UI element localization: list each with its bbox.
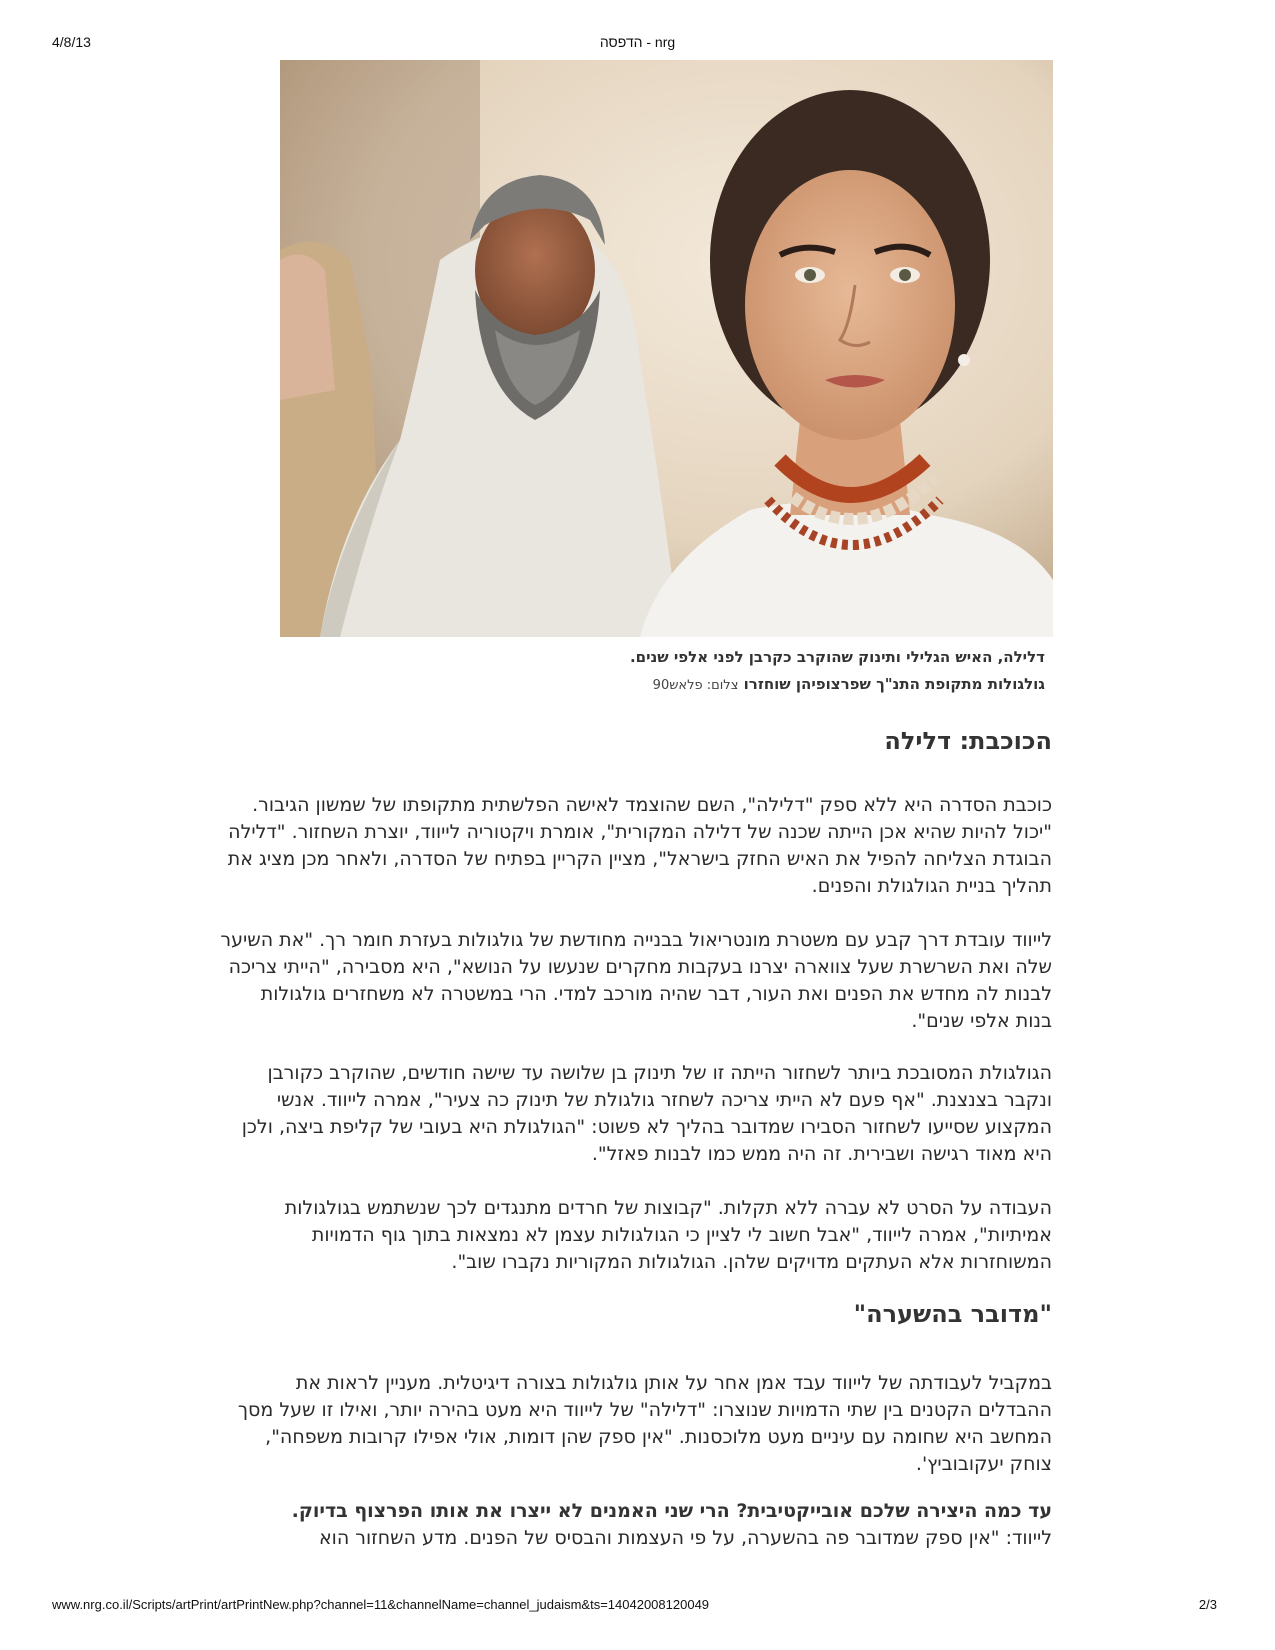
- section-heading-star: הכוכבת: דלילה: [884, 727, 1052, 755]
- photo-caption-text: גולגולות מתקופת התנ"ך שפרצופיהן שוחזרו: [743, 675, 1045, 693]
- print-title: הדפסה - nrg: [599, 34, 676, 50]
- article-paragraph-4: העבודה על הסרט לא עברה ללא תקלות. "קבוצות של חרדים מתנגדים לכך שנשתמש בגולגולות אמיתיות", אמרה לייווד, "אבל חשוב לי לציין כי הגולגולות עצמן לא נמצאות בתוך גוף הדמויות המשוחזרות אלא העתקים מדויקים שלהן. הגולגולות המקוריות נקברו שוב".: [284, 1197, 1052, 1273]
- photo-image-icon: [280, 60, 1053, 637]
- print-footer-url: www.nrg.co.il/Scripts/artPrint/artPrintNew.php?channel=11&channelName=channel_judaism&ts=14042008120049: [52, 1597, 710, 1612]
- article-photo: [280, 60, 1053, 637]
- article-paragraph-3: הגולגולת המסובכת ביותר לשחזור הייתה זו של תינוק בן שלושה עד שישה חודשים, שהוקרב כקורבן ונקבר בצנצנת. "אף פעם לא הייתי צריכה לשחזר גולגולת של תינוק כה צעיר", אמרה לייווד. אנשי המקצוע שסייעו לשחזור הסבירו שמדובר בהליך לא פשוט: "הגולגולת היא בעובי של קליפת ביצה, ולכן היא מאוד רגישה ושבירית. זה היה ממש כמו לבנות פאזל".: [241, 1062, 1052, 1165]
- print-date: 4/8/13: [52, 34, 91, 50]
- photo-credit: צלום: פלאש90: [652, 678, 739, 693]
- print-page-number: 2/3: [1198, 1597, 1217, 1612]
- article-paragraph-6: [220, 1498, 1052, 1552]
- article-paragraph-1: כוכבת הסדרה היא ללא ספק "דלילה", השם שהוצמד לאישה הפלשתית מתקופתו של שמשון הגיבור. "יכול להיות שהיא אכן הייתה שכנה של דלילה המקורית", אומרת ויקטוריה לייווד, יוצרת השחזור. "דלילה הבוגדת הצליחה להפיל את האיש החזק בישראל", מציין הקריין בפתיח של הסדרה, ולאחר מכן מציג את תהליך בניית הגולגולת והפנים.: [227, 794, 1052, 897]
- section-heading-hypothesis: "מדובר בהשערה": [853, 1300, 1052, 1328]
- article-paragraph-2: לייווד עובדת דרך קבע עם משטרת מונטריאול בבנייה מחודשת של גולגולות בעזרת חומר רך. "את השיער שלה ואת השרשרת שעל צווארה יצרנו בעקבות מחקרים שנעשו על הנושא", היא מסבירה, "הייתי צריכה לבנות לה מחדש את הפנים ואת העור, דבר שהיה מורכב למדי. הרי במשטרה לא משחזרים גולגולות בנות אלפי שנים".: [220, 929, 1052, 1032]
- interview-answer: לייווד: "אין ספק שמדובר פה בהשערה, על פי העצמות והבסיס של הפנים. מדע השחזור הוא: [318, 1527, 1052, 1549]
- interview-question: עד כמה היצירה שלכם אובייקטיבית? הרי שני האמנים לא ייצרו את אותו הפרצוף בדיוק.: [291, 1500, 1052, 1522]
- photo-caption-line1: דלילה, האיש הגלילי ותינוק שהוקרב כקרבן לפני אלפי שנים.: [629, 648, 1045, 666]
- photo-caption-line2: [280, 675, 1045, 693]
- article-paragraph-5: במקביל לעבודתה של לייווד עבד אמן אחר על אותן גולגולות בצורה דיגיטלית. מעניין לראות את ההבדלים הקטנים בין שתי הדמויות שנוצרו: "דלילה" של לייווד היא מעט בהירה יותר, ואילו זו שעל מסך המחשב היא שחומה עם עיניים מעט מלוכסנות. "אין ספק שהן דומות, אולי אפילו קרובות משפחה", צוחק יעקובוביץ'.: [237, 1372, 1052, 1475]
